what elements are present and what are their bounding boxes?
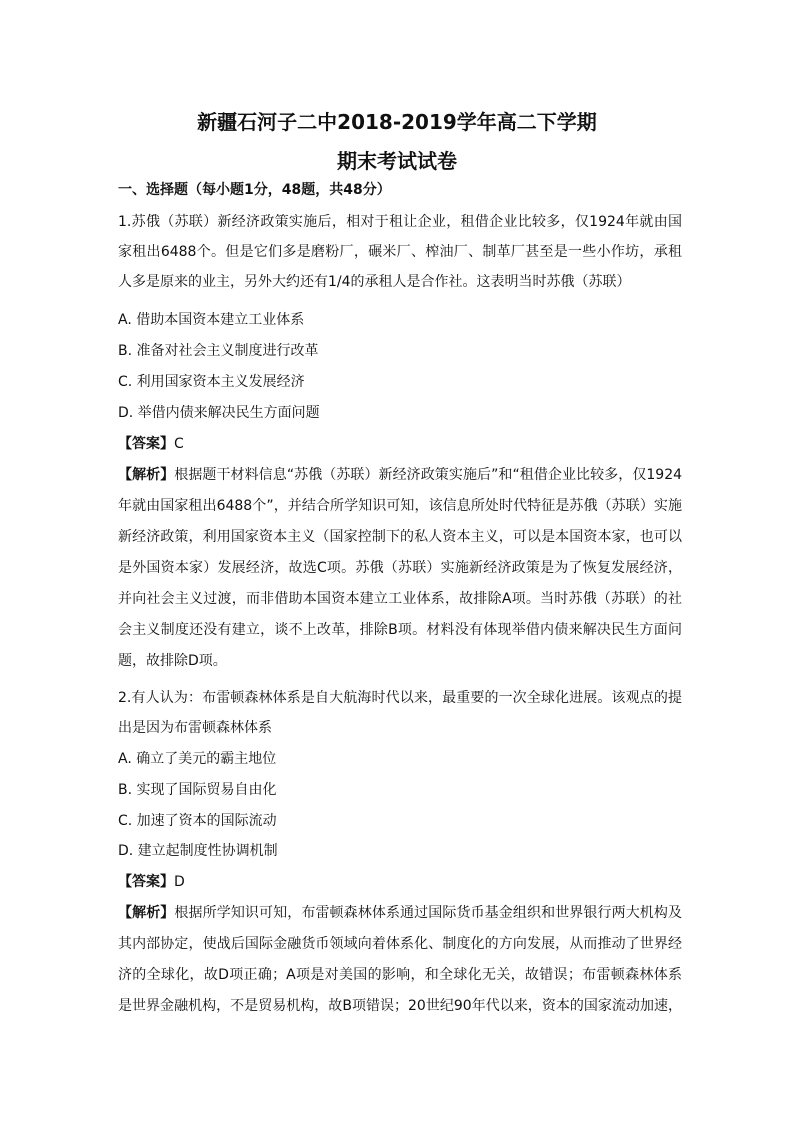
analysis-line: 是外国资本家）发展经济，故选C项。苏俄（苏联）实施新经济政策是为了恢复发展经济， [118, 560, 682, 576]
analysis-line [118, 465, 682, 485]
analysis-line: 其内部协定，使战后国际金融货币领域向着体系化、制度化的方向发展，从而推动了世界经 [118, 936, 682, 952]
answer [118, 872, 682, 892]
analysis-line: 济的全球化，故D项正确；A项是对美国的影响，和全球化无关，故错误；布雷顿森林体系 [118, 967, 682, 983]
analysis-line: 是世界金融机构，不是贸易机构，故B项错误；20世纪90年代以来，资本的国家流动加速， [118, 998, 682, 1014]
document-subtitle: 期末考试试卷 [337, 149, 457, 173]
analysis-tag: 【解析】 [118, 467, 175, 483]
question-stem-line: 2.有人认为：布雷顿森林体系是自大航海时代以来，最重要的一次全球化进展。该观点的提 [118, 690, 682, 706]
question-stem-line: 1.苏俄（苏联）新经济政策实施后，相对于租让企业，租借企业比较多，仅1924年就由国 [118, 214, 682, 230]
answer-value: C [174, 436, 184, 452]
analysis-tag: 【解析】 [118, 905, 175, 921]
option-b: B. 实现了国际贸易自由化 [118, 782, 277, 798]
question-stem-line: 人多是原来的业主，另外大约还有1/4的承租人是合作社。这表明当时苏俄（苏联） [118, 274, 631, 290]
answer [118, 434, 682, 454]
analysis-line [118, 903, 682, 923]
analysis-line: 并向社会主义过渡，而非借助本国资本建立工业体系，故排除A项。当时苏俄（苏联）的社 [118, 591, 682, 607]
document-title: 新疆石河子二中2018-2019学年高二下学期 [197, 110, 597, 134]
option-d: D. 举借内债来解决民生方面问题 [118, 405, 320, 421]
analysis-text: 根据所学知识可知，布雷顿森林体系通过国际货币基金组织和世界银行两大机构及 [174, 905, 683, 921]
analysis-text: 根据题干材料信息“苏俄（苏联）新经济政策实施后”和“租借企业比较多，仅1924 [174, 467, 683, 483]
option-d: D. 建立起制度性协调机制 [118, 843, 278, 859]
section-heading: 一、选择题（每小题1分，48题，共48分） [118, 182, 391, 198]
answer-tag: 【答案】 [118, 874, 174, 890]
analysis-line: 会主义制度还没有建立，谈不上改革，排除B项。材料没有体现举借内债来解决民生方面问 [118, 622, 682, 638]
option-a: A. 确立了美元的霸主地位 [118, 751, 277, 767]
option-c: C. 加速了资本的国际流动 [118, 813, 277, 829]
option-c: C. 利用国家资本主义发展经济 [118, 374, 305, 390]
question-stem-line: 出是因为布雷顿森林体系 [118, 720, 272, 736]
analysis-line: 年就由国家租出6488个”，并结合所学知识可知，该信息所处时代特征是苏俄（苏联）实施 [118, 498, 682, 514]
option-a: A. 借助本国资本建立工业体系 [118, 312, 305, 328]
question-stem-line: 家租出6488个。但是它们多是磨粉厂，碾米厂、榨油厂、制革厂甚至是一些小作坊，承租 [118, 244, 682, 260]
analysis-line: 题，故排除D项。 [118, 653, 227, 669]
answer-tag: 【答案】 [118, 436, 174, 452]
option-b: B. 准备对社会主义制度进行改革 [118, 343, 319, 359]
analysis-line: 新经济政策，利用国家资本主义（国家控制下的私人资本主义，可以是本国资本家，也可以 [118, 529, 682, 545]
answer-value: D [174, 874, 185, 890]
